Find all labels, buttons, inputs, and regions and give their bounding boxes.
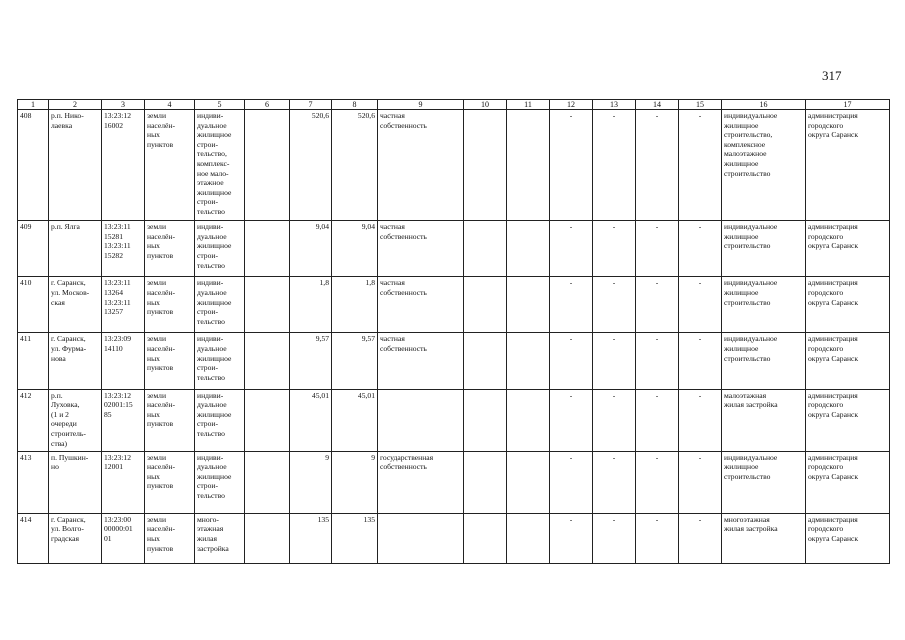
- column-14-cell: -: [636, 277, 679, 333]
- ownership-cell: частная собственность: [378, 110, 464, 221]
- land-category-cell: земли населён- ных пунктов: [145, 389, 195, 451]
- column-6-cell: [245, 333, 290, 389]
- area-cell: 1,8: [290, 277, 332, 333]
- land-category-cell: земли населён- ных пунктов: [145, 221, 195, 277]
- table-row: [18, 451, 890, 513]
- column-10-cell: [464, 333, 507, 389]
- area-cell: 45,01: [332, 389, 378, 451]
- column-15-cell: -: [679, 110, 722, 221]
- column-13-cell: -: [593, 451, 636, 513]
- column-11-cell: [507, 221, 550, 277]
- column-13-cell: -: [593, 110, 636, 221]
- permitted-use-cell: индиви- дуальное жилищное строи- тельство: [195, 333, 245, 389]
- column-header: 16: [722, 100, 806, 110]
- land-category-cell: земли населён- ных пунктов: [145, 513, 195, 563]
- cadastral-number-cell: 13:23:12 12001: [102, 451, 145, 513]
- column-6-cell: [245, 110, 290, 221]
- column-header: 1: [18, 100, 49, 110]
- column-header: 8: [332, 100, 378, 110]
- column-11-cell: [507, 333, 550, 389]
- location-cell: р.п. Нико- лаевка: [49, 110, 102, 221]
- column-12-cell: -: [550, 389, 593, 451]
- table-row: [18, 513, 890, 563]
- table-row: [18, 333, 890, 389]
- column-header: 9: [378, 100, 464, 110]
- area-cell: 9,57: [290, 333, 332, 389]
- column-10-cell: [464, 277, 507, 333]
- column-13-cell: -: [593, 221, 636, 277]
- column-10-cell: [464, 513, 507, 563]
- column-header: 6: [245, 100, 290, 110]
- column-12-cell: -: [550, 221, 593, 277]
- land-category-cell: земли населён- ных пунктов: [145, 110, 195, 221]
- location-cell: г. Саранск, ул. Москов- ская: [49, 277, 102, 333]
- column-12-cell: -: [550, 513, 593, 563]
- administration-cell: администрация городского округа Саранск: [806, 110, 890, 221]
- column-10-cell: [464, 221, 507, 277]
- column-15-cell: -: [679, 221, 722, 277]
- permitted-use-cell: много- этажная жилая застройка: [195, 513, 245, 563]
- location-cell: п. Пушкин- но: [49, 451, 102, 513]
- column-number-row: [18, 100, 890, 110]
- column-header: 14: [636, 100, 679, 110]
- column-15-cell: -: [679, 513, 722, 563]
- cadastral-number-cell: 13:23:12 02001:15 85: [102, 389, 145, 451]
- column-6-cell: [245, 451, 290, 513]
- ownership-cell: государственная собственность: [378, 451, 464, 513]
- land-plots-table: [17, 99, 890, 564]
- administration-cell: администрация городского округа Саранск: [806, 333, 890, 389]
- column-header: 3: [102, 100, 145, 110]
- column-header: 7: [290, 100, 332, 110]
- area-cell: 9,04: [332, 221, 378, 277]
- column-10-cell: [464, 389, 507, 451]
- administration-cell: администрация городского округа Саранск: [806, 451, 890, 513]
- location-cell: г. Саранск, ул. Волго- градская: [49, 513, 102, 563]
- column-header: 4: [145, 100, 195, 110]
- area-cell: 45,01: [290, 389, 332, 451]
- ownership-cell: частная собственность: [378, 277, 464, 333]
- column-13-cell: -: [593, 277, 636, 333]
- column-14-cell: -: [636, 451, 679, 513]
- column-13-cell: -: [593, 389, 636, 451]
- column-14-cell: -: [636, 389, 679, 451]
- column-12-cell: -: [550, 333, 593, 389]
- column-header: 17: [806, 100, 890, 110]
- column-header: 15: [679, 100, 722, 110]
- row-number: 413: [18, 451, 49, 513]
- column-13-cell: -: [593, 333, 636, 389]
- purpose-cell: малоэтажная жилая застройка: [722, 389, 806, 451]
- area-cell: 135: [290, 513, 332, 563]
- administration-cell: администрация городского округа Саранск: [806, 389, 890, 451]
- column-15-cell: -: [679, 333, 722, 389]
- column-11-cell: [507, 277, 550, 333]
- column-header: 10: [464, 100, 507, 110]
- permitted-use-cell: индиви- дуальное жилищное строи- тельство: [195, 221, 245, 277]
- cadastral-number-cell: 13:23:12 16002: [102, 110, 145, 221]
- page-number: 317: [822, 68, 842, 83]
- area-cell: 1,8: [332, 277, 378, 333]
- column-12-cell: -: [550, 277, 593, 333]
- column-header: 11: [507, 100, 550, 110]
- row-number: 411: [18, 333, 49, 389]
- column-11-cell: [507, 389, 550, 451]
- permitted-use-cell: индиви- дуальное жилищное строи- тельство: [195, 451, 245, 513]
- column-10-cell: [464, 110, 507, 221]
- administration-cell: администрация городского округа Саранск: [806, 513, 890, 563]
- administration-cell: администрация городского округа Саранск: [806, 221, 890, 277]
- column-14-cell: -: [636, 110, 679, 221]
- location-cell: р.п. Луховка, (1 и 2 очереди строитель- ства): [49, 389, 102, 451]
- purpose-cell: индивидуальное жилищное строительство: [722, 221, 806, 277]
- table-row: [18, 277, 890, 333]
- row-number: 414: [18, 513, 49, 563]
- purpose-cell: индивидуальное жилищное строительство: [722, 451, 806, 513]
- row-number: 410: [18, 277, 49, 333]
- column-15-cell: -: [679, 277, 722, 333]
- column-12-cell: -: [550, 110, 593, 221]
- column-header: 12: [550, 100, 593, 110]
- column-6-cell: [245, 221, 290, 277]
- column-11-cell: [507, 110, 550, 221]
- location-cell: г. Саранск, ул. Фурма- нова: [49, 333, 102, 389]
- row-number: 409: [18, 221, 49, 277]
- ownership-cell: [378, 513, 464, 563]
- ownership-cell: частная собственность: [378, 221, 464, 277]
- area-cell: 9,57: [332, 333, 378, 389]
- row-number: 412: [18, 389, 49, 451]
- area-cell: 135: [332, 513, 378, 563]
- ownership-cell: частная собственность: [378, 333, 464, 389]
- column-13-cell: -: [593, 513, 636, 563]
- permitted-use-cell: индиви- дуальное жилищное строи- тельство: [195, 277, 245, 333]
- purpose-cell: индивидуальное жилищное строительство: [722, 333, 806, 389]
- administration-cell: администрация городского округа Саранск: [806, 277, 890, 333]
- permitted-use-cell: индиви- дуальное жилищное строи- тельство, комплекс- ное мало- этажное жилищное строи- тельство: [195, 110, 245, 221]
- column-15-cell: -: [679, 451, 722, 513]
- column-14-cell: -: [636, 513, 679, 563]
- column-6-cell: [245, 277, 290, 333]
- column-14-cell: -: [636, 221, 679, 277]
- purpose-cell: индивидуальное жилищное строительство, комплексное малоэтажное жилищное строительство: [722, 110, 806, 221]
- column-14-cell: -: [636, 333, 679, 389]
- area-cell: 9,04: [290, 221, 332, 277]
- cadastral-number-cell: 13:23:00 00000:01 01: [102, 513, 145, 563]
- column-15-cell: -: [679, 389, 722, 451]
- permitted-use-cell: индиви- дуальное жилищное строи- тельство: [195, 389, 245, 451]
- column-10-cell: [464, 451, 507, 513]
- column-6-cell: [245, 513, 290, 563]
- ownership-cell: [378, 389, 464, 451]
- purpose-cell: многоэтажная жилая застройка: [722, 513, 806, 563]
- area-cell: 9: [332, 451, 378, 513]
- cadastral-number-cell: 13:23:11 15281 13:23:11 15282: [102, 221, 145, 277]
- purpose-cell: индивидуальное жилищное строительство: [722, 277, 806, 333]
- cadastral-number-cell: 13:23:09 14110: [102, 333, 145, 389]
- location-cell: р.п. Ялга: [49, 221, 102, 277]
- table-row: [18, 389, 890, 451]
- area-cell: 520,6: [332, 110, 378, 221]
- column-header: 5: [195, 100, 245, 110]
- cadastral-number-cell: 13:23:11 13264 13:23:11 13257: [102, 277, 145, 333]
- column-6-cell: [245, 389, 290, 451]
- area-cell: 9: [290, 451, 332, 513]
- table-row: [18, 221, 890, 277]
- column-11-cell: [507, 451, 550, 513]
- column-11-cell: [507, 513, 550, 563]
- land-category-cell: земли населён- ных пунктов: [145, 277, 195, 333]
- row-number: 408: [18, 110, 49, 221]
- column-header: 13: [593, 100, 636, 110]
- land-category-cell: земли населён- ных пунктов: [145, 333, 195, 389]
- area-cell: 520,6: [290, 110, 332, 221]
- table-row: [18, 110, 890, 221]
- column-12-cell: -: [550, 451, 593, 513]
- land-category-cell: земли населён- ных пунктов: [145, 451, 195, 513]
- column-header: 2: [49, 100, 102, 110]
